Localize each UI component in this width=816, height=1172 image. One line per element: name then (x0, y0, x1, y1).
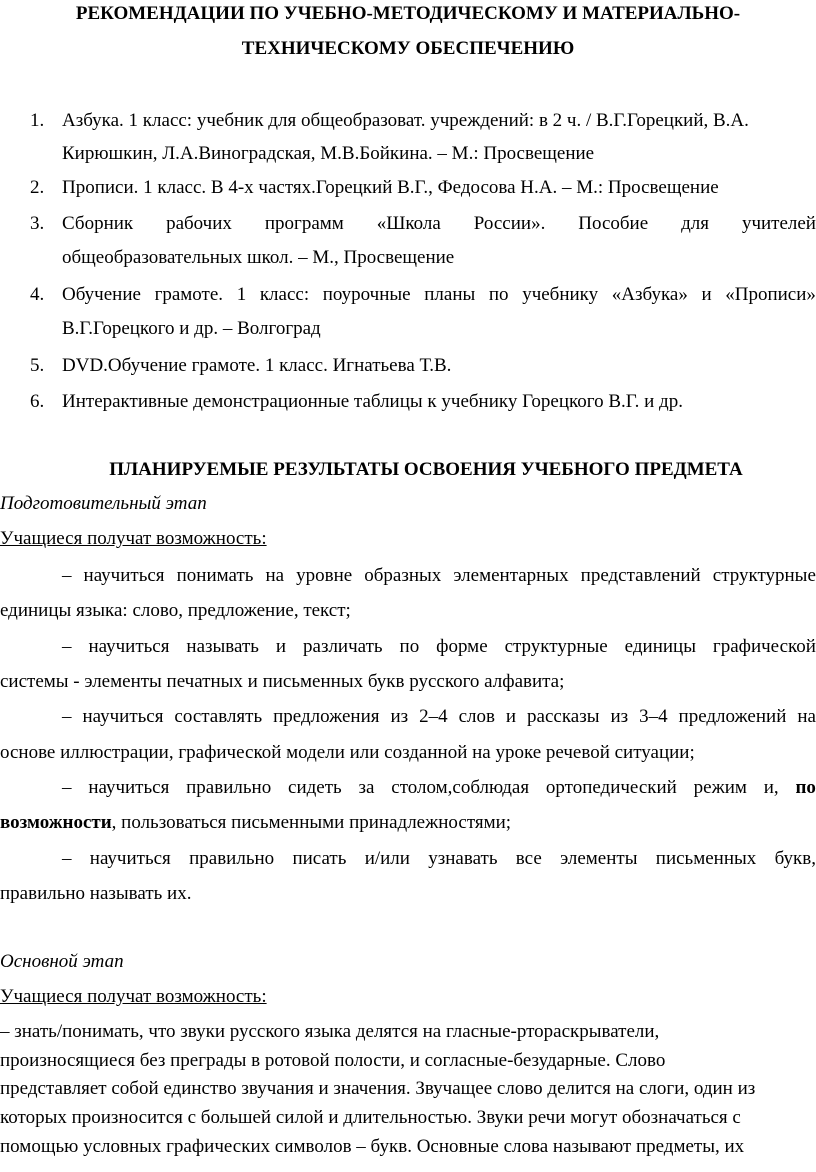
heading-line-1: РЕКОМЕНДАЦИИ ПО УЧЕБНО-МЕТОДИЧЕСКОМУ И МАТЕРИАЛЬНО- (75, 3, 741, 24)
word: рабочих (166, 213, 232, 234)
list-item-line: Кирюшкин, Л.А.Виноградская, М.В.Бойкина. – М.: Просвещение (62, 143, 595, 164)
word: букв, (774, 848, 816, 869)
paragraph-line-justified (62, 848, 816, 870)
word: для (681, 213, 709, 234)
list-number: 5. (30, 355, 45, 376)
paragraph-line-justified (62, 706, 816, 728)
paragraph-line: помощью условных графических символов – букв. Основные слова называют предметы, их (0, 1136, 745, 1157)
word: научиться (88, 636, 170, 657)
word: научиться (88, 777, 170, 798)
word: и (505, 706, 517, 727)
word: – (62, 777, 72, 798)
word: на (797, 706, 816, 727)
word: различать (303, 636, 383, 657)
word: – (62, 706, 72, 727)
stage-lead: Учащиеся получат возможность: (0, 986, 267, 1007)
list-item-line: Интерактивные демонстрационные таблицы к учебнику Горецкого В.Г. и др. (62, 391, 683, 412)
word: 3–4 (639, 706, 668, 727)
stage-title: Основной этап (0, 951, 124, 972)
paragraph-line: системы - элементы печатных и письменных букв русского алфавита; (0, 671, 565, 692)
word: графической (712, 636, 816, 657)
stage-title: Подготовительный этап (0, 493, 207, 514)
word: на (265, 565, 285, 586)
paragraph-line-justified (62, 565, 816, 587)
word: единицы (624, 636, 696, 657)
text-run: , пользоваться письменными принадлежностями; (111, 812, 512, 833)
word: – (62, 565, 72, 586)
list-number: 6. (30, 391, 45, 412)
word: Пособие (578, 213, 649, 234)
paragraph-line: единицы языка: слово, предложение, текст; (0, 600, 351, 621)
word: научиться (89, 848, 171, 869)
word: рассказы (527, 706, 600, 727)
paragraph-line: основе иллюстрации, графической модели или созданной на уроке речевой ситуации; (0, 742, 695, 763)
bold-word: возможности (0, 812, 112, 833)
word: понимать (176, 565, 254, 586)
word: класс: (259, 284, 310, 305)
list-item-line: В.Г.Горецкого и др. – Волгоград (62, 318, 321, 339)
bold-word: по (795, 777, 816, 798)
word: режим (693, 777, 747, 798)
word: Сборник (62, 213, 134, 234)
word: – (62, 848, 72, 869)
list-number: 2. (30, 177, 45, 198)
list-number: 3. (30, 213, 45, 234)
word: и, (763, 777, 779, 798)
word: элементарных (453, 565, 569, 586)
list-number: 4. (30, 284, 45, 305)
word: форме (436, 636, 488, 657)
word: научиться (83, 565, 165, 586)
paragraph-line: произносящиеся без преграды в ротовой полости, и согласные-безударные. Слово (0, 1050, 666, 1071)
paragraph-line-justified (62, 636, 816, 658)
stage-lead: Учащиеся получат возможность: (0, 528, 267, 549)
word: письменных (655, 848, 757, 869)
word: – (62, 636, 72, 657)
word: предложений (678, 706, 787, 727)
word: Обучение (62, 284, 141, 305)
word: по (488, 284, 509, 305)
word: представлений (580, 565, 701, 586)
paragraph-line (0, 812, 511, 834)
word: правильно (189, 848, 275, 869)
list-item-line-justified (62, 213, 816, 235)
word: «Азбука» (611, 284, 688, 305)
word: планы (424, 284, 476, 305)
word: из (610, 706, 629, 727)
word: учителей (741, 213, 816, 234)
list-item-line: Прописи. 1 класс. В 4-х частях.Горецкий В.Г., Федосова Н.А. – М.: Просвещение (62, 177, 719, 198)
word: писать (292, 848, 347, 869)
word: слов (458, 706, 495, 727)
word: грамоте. (154, 284, 224, 305)
paragraph-line: представляет собой единство звучания и значения. Звучащее слово делится на слоги, один из (0, 1078, 756, 1099)
word: России». (473, 213, 546, 234)
paragraph-line: которых произносится с большей силой и длительностью. Звуки речи могут обозначаться с (0, 1107, 741, 1128)
list-number: 1. (30, 110, 45, 131)
word: «Прописи» (725, 284, 816, 305)
word: узнавать (428, 848, 498, 869)
word: 2–4 (419, 706, 448, 727)
paragraph-line: – знать/понимать, что звуки русского языка делятся на гласные-рторaскрыватели, (0, 1021, 660, 1042)
word: 1 (236, 284, 247, 305)
word: за (358, 777, 375, 798)
list-item-line: DVD.Обучение грамоте. 1 класс. Игнатьева Т.В. (62, 355, 452, 376)
word: научиться (82, 706, 164, 727)
word: и (275, 636, 287, 657)
list-item-line: Азбука. 1 класс: учебник для общеобразоват. учреждений: в 2 ч. / В.Г.Горецкий, В.А. (62, 110, 749, 131)
section-heading: ПЛАНИРУЕМЫЕ РЕЗУЛЬТАТЫ ОСВОЕНИЯ УЧЕБНОГО ПРЕДМЕТА (109, 459, 743, 480)
word: структурные (712, 565, 816, 586)
word: образных (364, 565, 442, 586)
word: составлять (174, 706, 263, 727)
word: называть (186, 636, 259, 657)
word: из (390, 706, 409, 727)
paragraph-line: правильно называть их. (0, 883, 192, 904)
heading-line-2: ТЕХНИЧЕСКОМУ ОБЕСПЕЧЕНИЮ (241, 38, 575, 59)
word: ортопедический (545, 777, 677, 798)
word: «Школа (376, 213, 441, 234)
word: структурные (504, 636, 608, 657)
word: учебнику (522, 284, 599, 305)
word: программ (264, 213, 344, 234)
word: столом,соблюдая (391, 777, 530, 798)
word: предложения (273, 706, 380, 727)
word: правильно (186, 777, 272, 798)
list-item-line-justified (62, 284, 816, 306)
word: элементы (560, 848, 638, 869)
word: сидеть (288, 777, 342, 798)
paragraph-line-justified (62, 777, 816, 799)
word: поурочные (322, 284, 411, 305)
word: уровне (296, 565, 353, 586)
list-item-line: общеобразовательных школ. – М., Просвещение (62, 247, 455, 268)
word: по (399, 636, 420, 657)
word: и (701, 284, 712, 305)
word: и/или (364, 848, 410, 869)
word: все (515, 848, 542, 869)
